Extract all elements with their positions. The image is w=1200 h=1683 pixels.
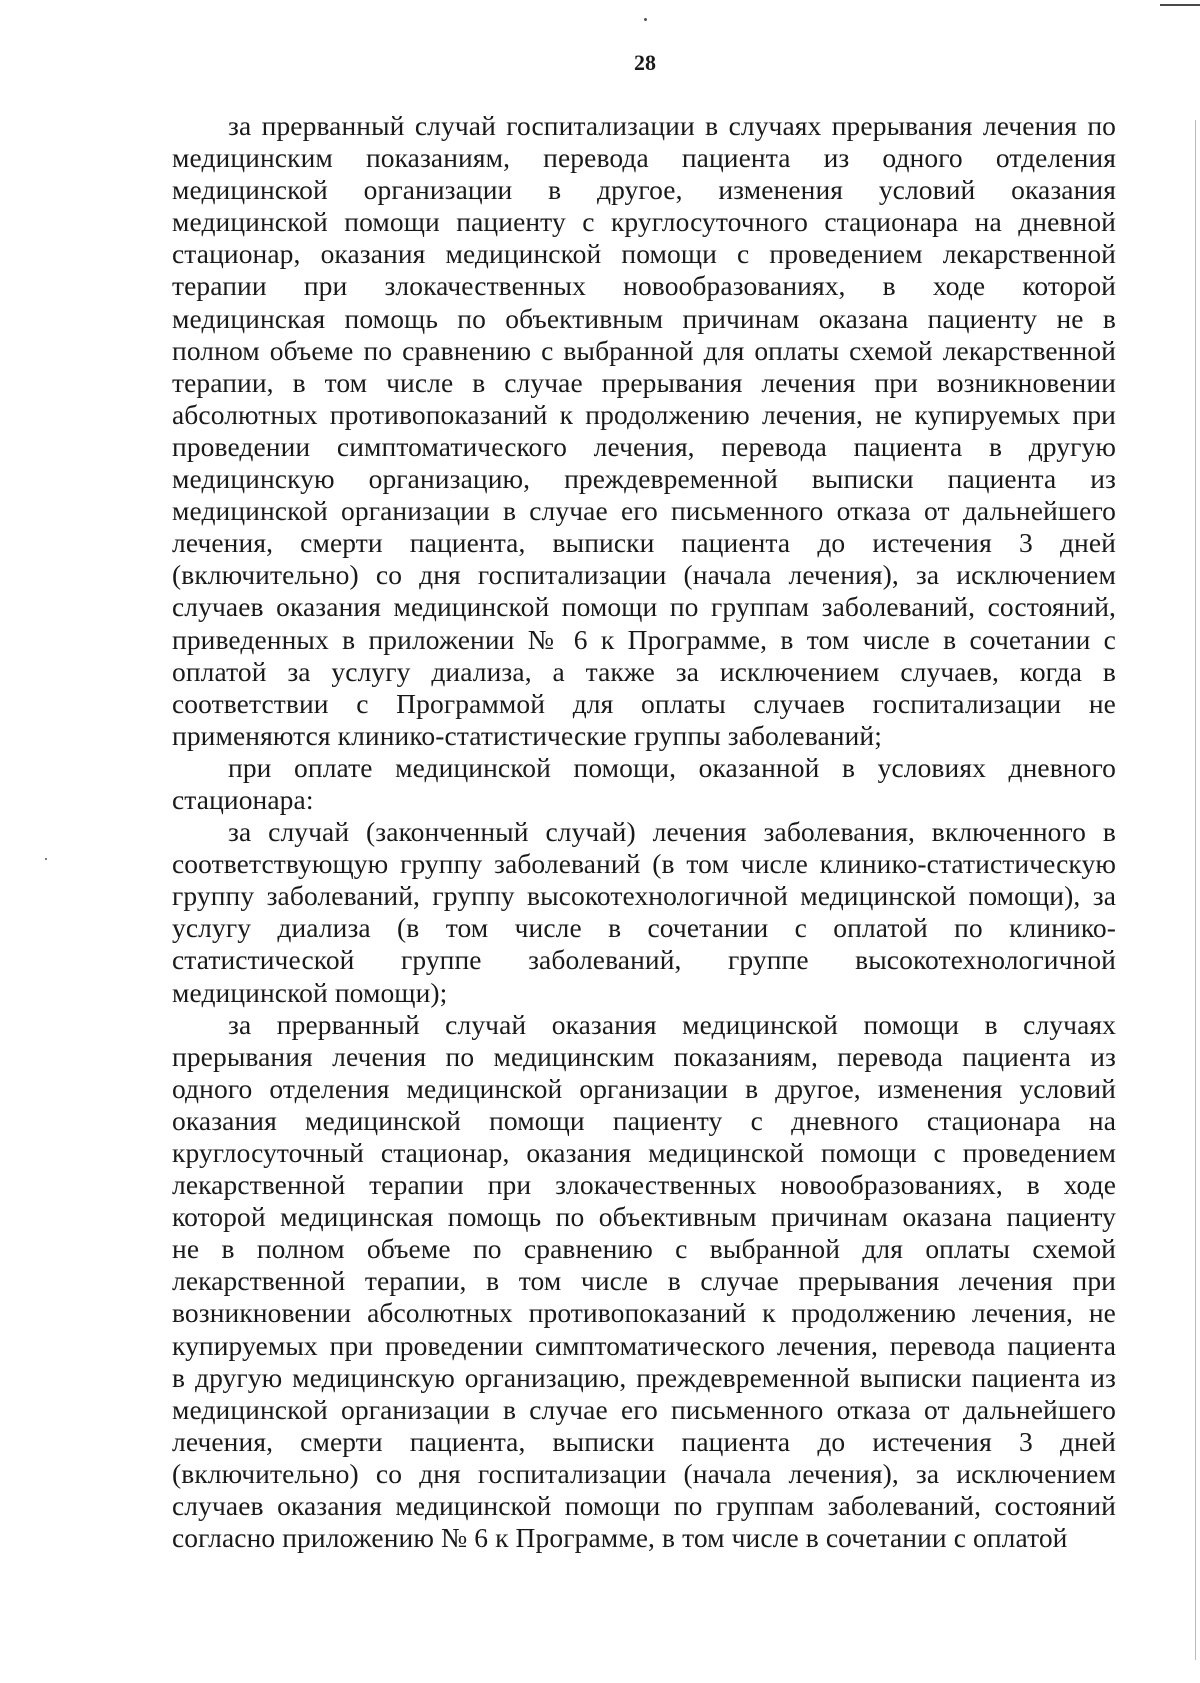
paragraph	[172, 110, 1116, 752]
paragraph-line: возникновении абсолютных противопоказаний к продолжению лечения, не	[172, 1297, 1116, 1329]
paragraph-line: медицинской помощи);	[172, 976, 448, 1008]
paragraph-line: (включительно) со дня госпитализации (начала лечения), за исключением	[172, 1457, 1116, 1489]
paragraph-line: терапии при злокачественных новообразованиях, в ходе которой	[172, 270, 1116, 302]
paragraph-line: статистической группе заболеваний, группе высокотехнологичной	[172, 944, 1116, 976]
paragraph-line: в другую медицинскую организацию, преждевременной выписки пациента из	[172, 1361, 1116, 1393]
page-number: 28	[634, 50, 656, 75]
paragraph	[172, 752, 1116, 816]
paragraph-line: (включительно) со дня госпитализации (начала лечения), за исключением	[172, 559, 1116, 591]
document-body	[172, 110, 1116, 1554]
paragraph-line: случаев оказания медицинской помощи по группам заболеваний, состояний,	[172, 591, 1116, 623]
paragraph-line: полном объеме по сравнению с выбранной для оплаты схемой лекарственной	[172, 334, 1116, 366]
paragraph-line: медицинским показаниям, перевода пациента из одного отделения	[172, 142, 1116, 174]
paragraph-line: медицинской организации в случае его письменного отказа от дальнейшего	[172, 1393, 1116, 1425]
paragraph-line: за случай (законченный случай) лечения заболевания, включенного в	[228, 816, 1116, 848]
paragraph-line: прерывания лечения по медицинским показаниям, перевода пациента из	[172, 1040, 1116, 1072]
scan-speck	[644, 18, 647, 21]
paragraph-line: случаев оказания медицинской помощи по группам заболеваний, состояний	[172, 1490, 1116, 1522]
paragraph-line: медицинскую организацию, преждевременной выписки пациента из	[172, 463, 1116, 495]
paragraph-line: круглосуточный стационар, оказания медицинской помощи с проведением	[172, 1137, 1116, 1168]
scan-edge-line	[1195, 120, 1196, 1660]
paragraph-line: терапии, в том числе в случае прерывания лечения при возникновении	[172, 366, 1116, 398]
paragraph-line: применяются клинико-статистические группы заболеваний;	[172, 719, 882, 751]
paragraph-line: за прерванный случай оказания медицинской помощи в случаях	[228, 1008, 1116, 1040]
scan-speck	[45, 858, 47, 860]
paragraph-line: услугу диализа (в том числе в сочетании с оплатой по клинико-	[172, 912, 1116, 944]
paragraph	[172, 816, 1116, 1009]
paragraph-line: оказания медицинской помощи пациенту с дневного стационара на	[172, 1104, 1116, 1136]
paragraph-line: соответствии с Программой для оплаты случаев госпитализации не	[172, 687, 1116, 719]
paragraph-line: абсолютных противопоказаний к продолжению лечения, не купируемых при	[172, 398, 1116, 430]
paragraph-line: лечения, смерти пациента, выписки пациента до истечения 3 дней	[172, 527, 1116, 559]
paragraph-line: приведенных в приложении № 6 к Программе, в том числе в сочетании с	[172, 623, 1116, 655]
paragraph-line: группу заболеваний, группу высокотехнологичной медицинской помощи), за	[172, 880, 1116, 912]
paragraph-line: лекарственной терапии, в том числе в случае прерывания лечения при	[172, 1265, 1116, 1297]
scan-edge-mark	[1160, 4, 1200, 6]
paragraph-line: оплатой за услугу диализа, а также за исключением случаев, когда в	[172, 655, 1116, 687]
paragraph-line: которой медицинская помощь по объективным причинам оказана пациенту	[172, 1201, 1116, 1233]
paragraph-line: лечения, смерти пациента, выписки пациента до истечения 3 дней	[172, 1425, 1116, 1457]
paragraph-line: проведении симптоматического лечения, перевода пациента в другую	[172, 430, 1116, 462]
paragraph-line: медицинской помощи пациенту с круглосуточного стационара на дневной	[172, 206, 1116, 238]
paragraph-line: медицинская помощь по объективным причинам оказана пациенту не в	[172, 302, 1116, 334]
paragraph-line: согласно приложению № 6 к Программе, в том числе в сочетании с оплатой	[172, 1522, 1068, 1554]
paragraph-line: одного отделения медицинской организации в другое, изменения условий	[172, 1072, 1116, 1104]
paragraph-line: стационар, оказания медицинской помощи с проведением лекарственной	[172, 238, 1116, 270]
paragraph-line: медицинской организации в другое, изменения условий оказания	[172, 174, 1116, 206]
paragraph-line: при оплате медицинской помощи, оказанной в условиях дневного	[228, 751, 1116, 783]
paragraph-line: медицинской организации в случае его письменного отказа от дальнейшего	[172, 495, 1116, 527]
paragraph	[172, 1009, 1116, 1555]
paragraph-line: стационара:	[172, 783, 314, 815]
paragraph-line: купируемых при проведении симптоматического лечения, перевода пациента	[172, 1329, 1116, 1361]
paragraph-line: лекарственной терапии при злокачественных новообразованиях, в ходе	[172, 1169, 1116, 1201]
paragraph-line: за прерванный случай госпитализации в случаях прерывания лечения по	[228, 110, 1116, 141]
paragraph-line: соответствующую группу заболеваний (в том числе клинико-статистическую	[172, 848, 1116, 880]
paragraph-line: не в полном объеме по сравнению с выбранной для оплаты схемой	[172, 1233, 1116, 1265]
